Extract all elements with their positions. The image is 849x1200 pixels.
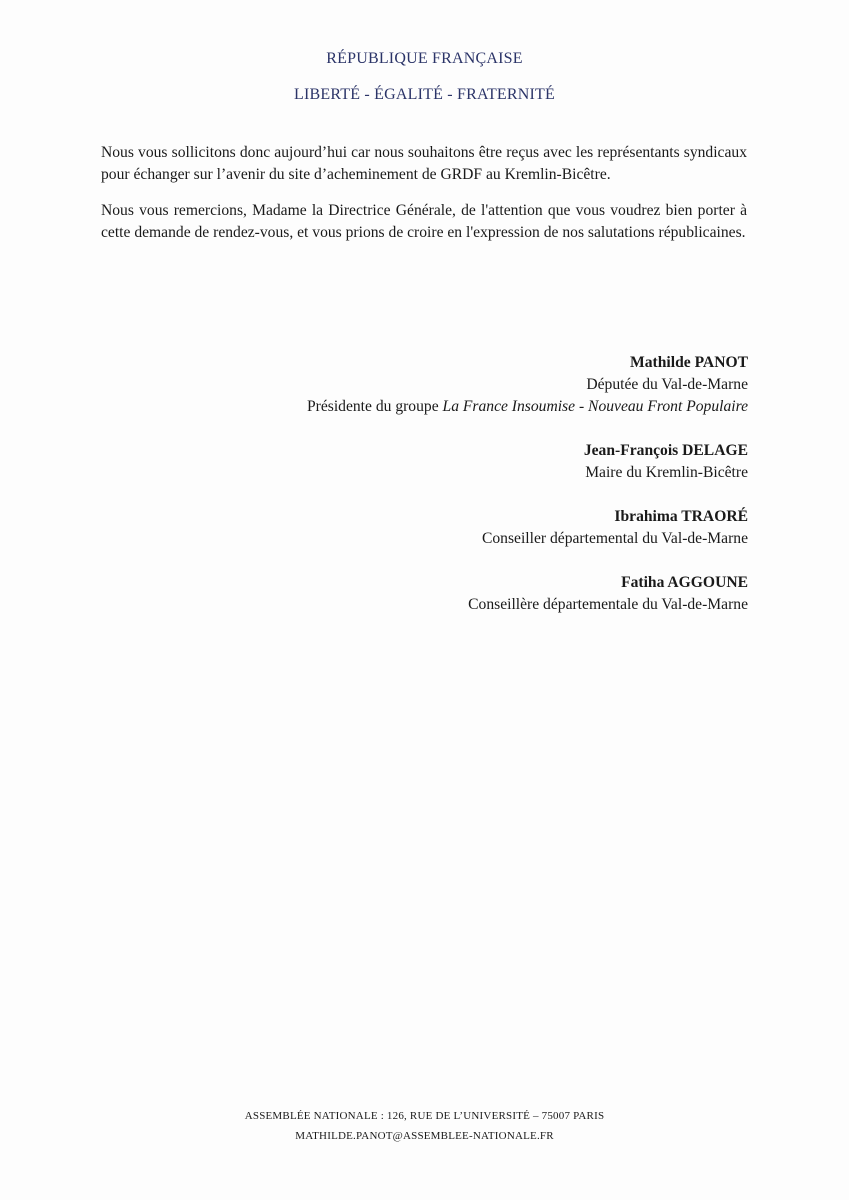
signatory-name: Fatiha AGGOUNE <box>621 574 748 591</box>
footer-email: MATHILDE.PANOT@ASSEMBLEE-NATIONALE.FR <box>295 1130 554 1142</box>
signatory-name: Ibrahima TRAORÉ <box>614 508 748 525</box>
signatory-role-group <box>248 396 748 418</box>
signature-traore <box>248 506 748 550</box>
group-prefix: Présidente du groupe <box>306 398 443 415</box>
letter-body <box>101 142 747 258</box>
signature-section <box>248 352 748 638</box>
signatory-role: Conseiller départemental du Val-de-Marne <box>481 530 748 547</box>
signatory-name: Jean-François DELAGE <box>583 442 748 459</box>
signatory-role: Députée du Val-de-Marne <box>586 376 748 393</box>
letterhead <box>0 50 849 104</box>
signature-panot <box>248 352 748 418</box>
signature-delage <box>248 440 748 484</box>
republic-motto: LIBERTÉ - ÉGALITÉ - FRATERNITÉ <box>294 86 555 103</box>
signature-aggoune <box>248 572 748 616</box>
group-name: La France Insoumise - Nouveau Front Populaire <box>442 398 748 415</box>
body-paragraph-closing: Nous vous remercions, Madame la Directrice Générale, de l'attention que vous voudrez bien porter à cette demande de rendez-vous, et vous prions de croire en l'expression de nos salutations républicaines. <box>101 202 747 241</box>
body-paragraph-request: Nous vous sollicitons donc aujourd’hui car nous souhaitons être reçus avec les représentants syndicaux pour échanger sur l’avenir du site d’acheminement de GRDF au Kremlin-Bicêtre. <box>101 144 747 183</box>
signatory-name: Mathilde PANOT <box>630 354 748 371</box>
signatory-role: Maire du Kremlin-Bicêtre <box>585 464 748 481</box>
letter-footer <box>0 1106 849 1146</box>
footer-address: ASSEMBLÉE NATIONALE : 126, RUE DE L’UNIVERSITÉ – 75007 PARIS <box>244 1110 605 1122</box>
republic-title: RÉPUBLIQUE FRANÇAISE <box>326 50 523 67</box>
signatory-role: Conseillère départementale du Val-de-Marne <box>468 596 748 613</box>
